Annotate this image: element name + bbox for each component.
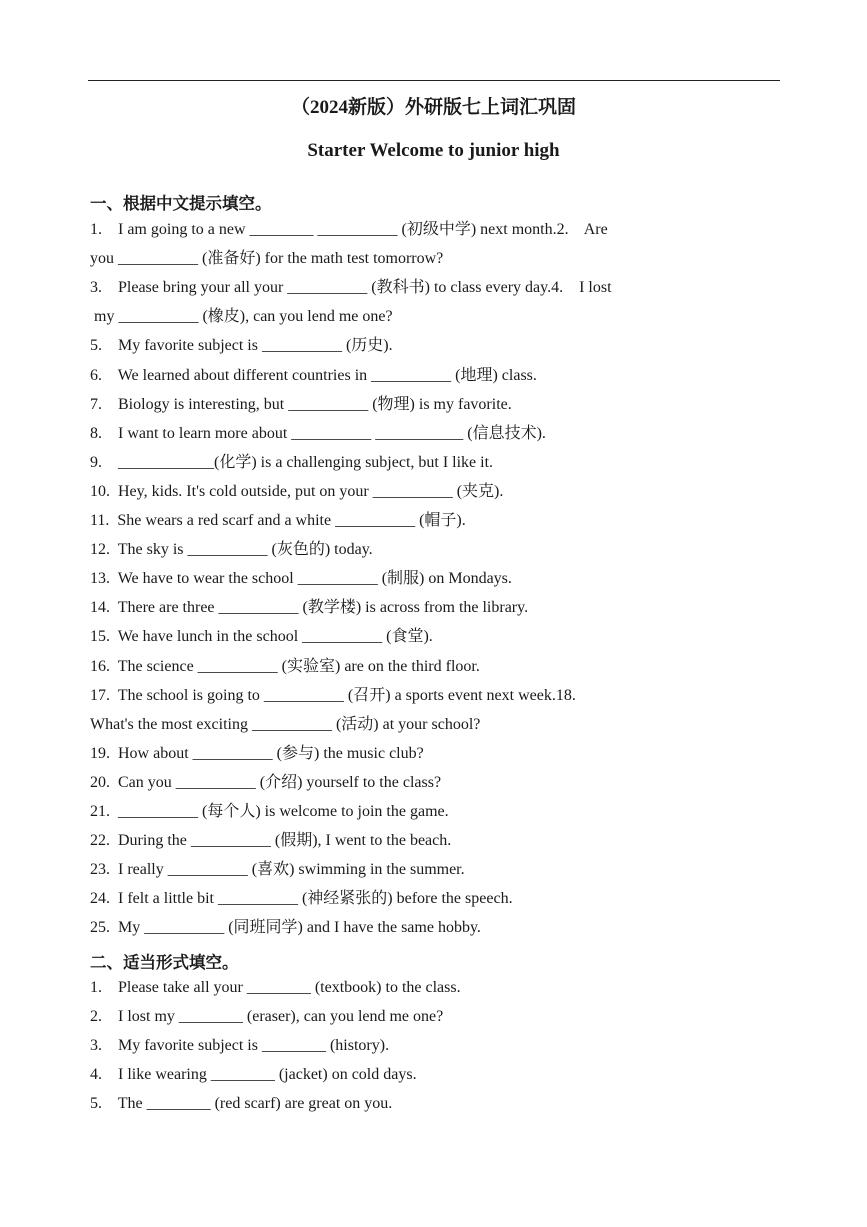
section1-question-line: 21. __________ (每个人) is welcome to join the game. bbox=[90, 803, 449, 820]
header-rule bbox=[88, 80, 780, 81]
section1-question-line: my __________ (橡皮), can you lend me one? bbox=[90, 308, 393, 326]
section2-question-line: 2. I lost my ________ (eraser), can you lend me one? bbox=[90, 1008, 444, 1026]
section1-question-line: you __________ (准备好) for the math test tomorrow? bbox=[90, 250, 444, 268]
section1-question-line: 9. ____________(化学) is a challenging subject, but I like it. bbox=[90, 453, 494, 471]
section1-question-line: 3. Please bring your all your __________ (教科书) to class every day.4. I lost bbox=[90, 279, 612, 297]
section1-question-line: 19. How about __________ (参与) the music club? bbox=[90, 744, 424, 762]
section1-question-line: 11. She wears a red scarf and a white __________ (帽子). bbox=[90, 512, 466, 529]
section1-question-line: 22. During the __________ (假期), I went to the beach. bbox=[90, 832, 452, 850]
section1-question-line: 15. We have lunch in the school __________ (食堂). bbox=[90, 628, 433, 646]
section1-question-line: 5. My favorite subject is __________ (历史). bbox=[90, 337, 393, 355]
section-2-heading: 二、适当形式填空。 bbox=[90, 953, 239, 972]
section1-question-line: 10. Hey, kids. It's cold outside, put on your __________ (夹克). bbox=[90, 482, 504, 500]
section1-question-line: 13. We have to wear the school __________ (制服) on Mondays. bbox=[90, 570, 512, 588]
section1-question-line: 16. The science __________ (实验室) are on the third floor. bbox=[90, 657, 480, 675]
section1-question-line: 1. I am going to a new ________ __________ (初级中学) next month.2. Are bbox=[90, 221, 608, 238]
section1-question-line: 24. I felt a little bit __________ (神经紧张的) before the speech. bbox=[90, 890, 513, 908]
section1-question-line: 6. We learned about different countries in __________ (地理) class. bbox=[90, 366, 537, 384]
section1-question-line: 20. Can you __________ (介绍) yourself to the class? bbox=[90, 773, 442, 791]
section2-question-line: 1. Please take all your ________ (textbook) to the class. bbox=[90, 979, 461, 996]
section2-question-line: 5. The ________ (red scarf) are great on you. bbox=[90, 1095, 393, 1113]
document-title: （2024新版）外研版七上词汇巩固 bbox=[290, 97, 576, 118]
section2-question-line: 4. I like wearing ________ (jacket) on cold days. bbox=[90, 1066, 417, 1084]
section-1-heading: 一、根据中文提示填空。 bbox=[90, 194, 272, 213]
section1-question-line: What's the most exciting __________ (活动) at your school? bbox=[90, 715, 481, 733]
section2-question-line: 3. My favorite subject is ________ (history). bbox=[90, 1037, 390, 1055]
section1-question-line: 7. Biology is interesting, but __________ (物理) is my favorite. bbox=[90, 395, 512, 413]
section1-question-line: 8. I want to learn more about __________ ___________ (信息技术). bbox=[90, 424, 546, 442]
section1-question-line: 25. My __________ (同班同学) and I have the same hobby. bbox=[90, 919, 481, 937]
document-subtitle: Starter Welcome to junior high bbox=[307, 140, 560, 161]
section1-question-line: 17. The school is going to __________ (召开) a sports event next week.18. bbox=[90, 686, 576, 704]
section1-question-line: 23. I really __________ (喜欢) swimming in the summer. bbox=[90, 861, 465, 879]
section1-question-line: 12. The sky is __________ (灰色的) today. bbox=[90, 541, 373, 559]
section1-question-line: 14. There are three __________ (教学楼) is across from the library. bbox=[90, 599, 529, 617]
